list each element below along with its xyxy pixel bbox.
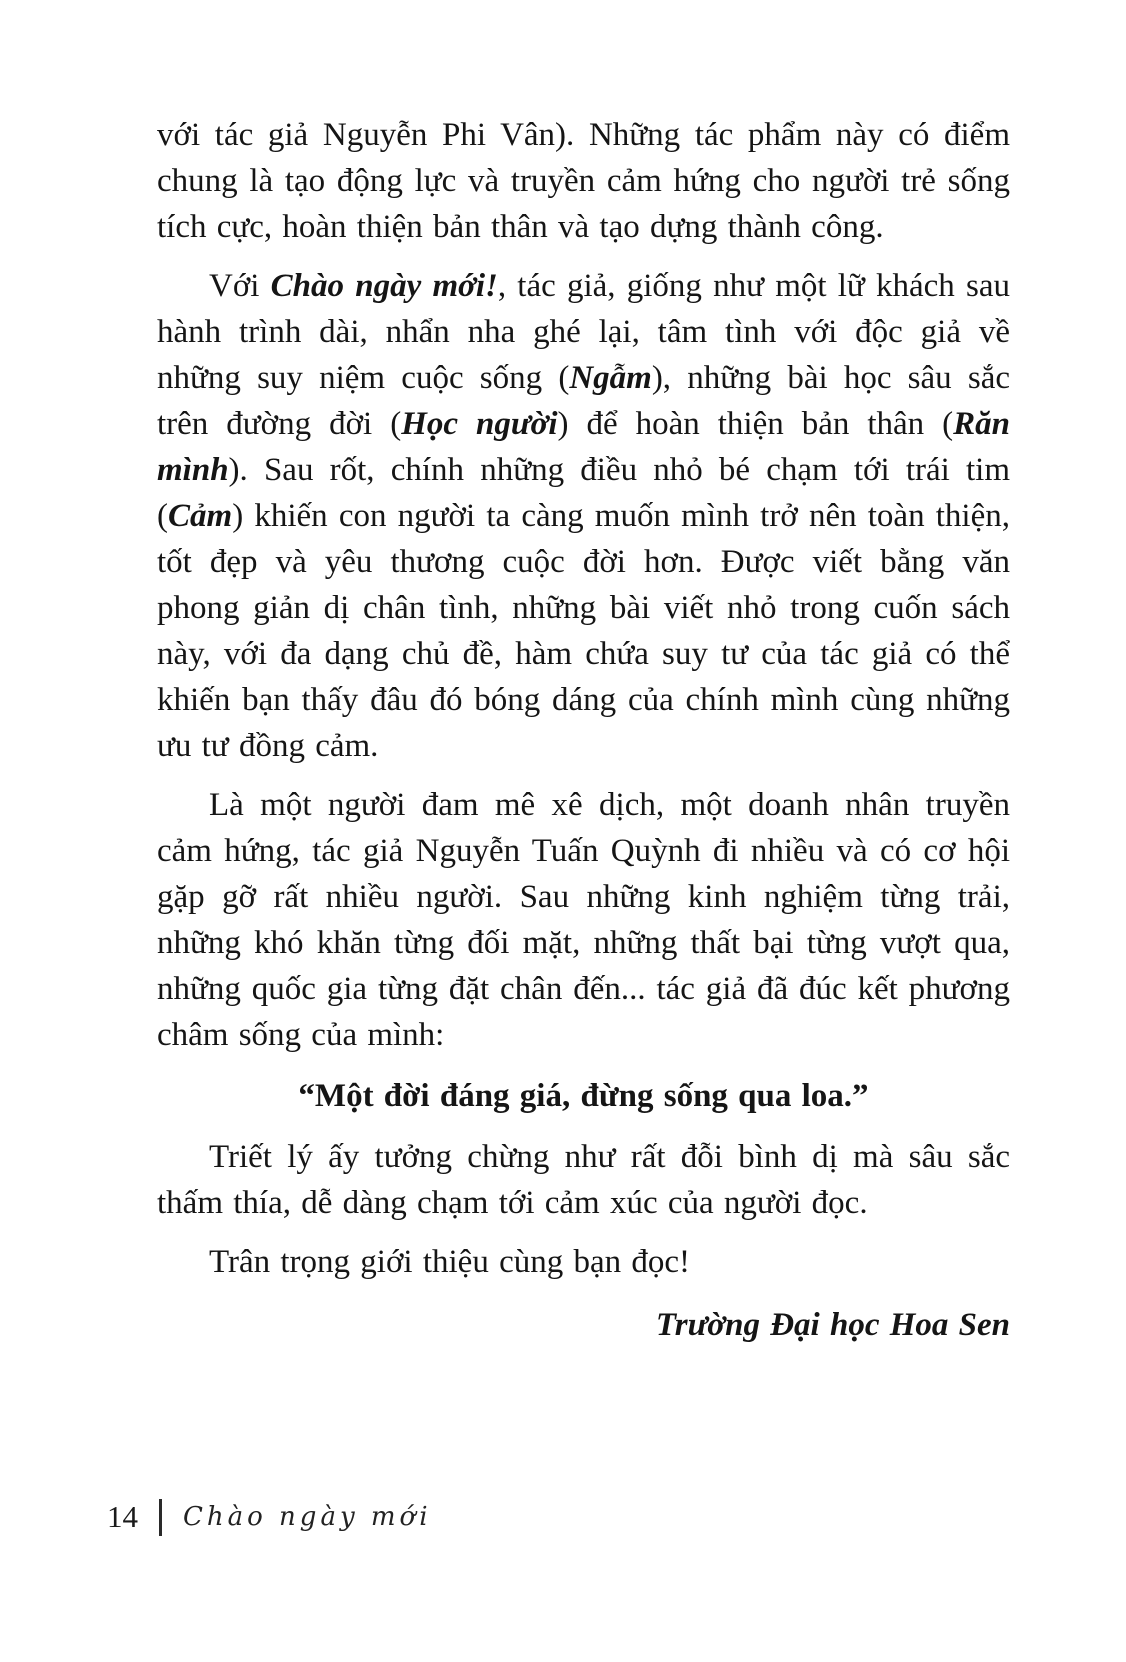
text-segment: với tác giả Nguyễn Phi Vân). Những tác phẩm này có điểm chung là tạo động lực và truyền cảm hứng cho người trẻ sống tích cực, hoàn thiện bản thân và tạo dựng thành công.: [157, 117, 1010, 245]
text-segment: ). Sau rốt, chính những điều nhỏ bé chạm tới trái tim (: [157, 452, 1010, 534]
text-segment: Với: [209, 268, 271, 304]
text-segment: ) để hoàn thiện bản thân (: [557, 406, 954, 442]
paragraph: [157, 1134, 1010, 1226]
page-footer: [107, 1496, 432, 1538]
text-segment: Triết lý ấy tưởng chừng như rất đỗi bình dị mà sâu sắc thấm thía, dễ dàng chạm tới cảm xúc của người đọc.: [157, 1139, 1010, 1221]
text-segment: Trân trọng giới thiệu cùng bạn đọc!: [209, 1244, 690, 1280]
quote: [157, 1073, 1010, 1119]
text-segment: Răn mình: [157, 406, 1011, 488]
paragraph: [157, 1239, 1010, 1285]
text-segment: Chào ngày mới!: [270, 268, 498, 304]
running-title: Chào ngày mới: [183, 1502, 432, 1532]
text-segment: “Một đời đáng giá, đừng sống qua loa.”: [298, 1078, 869, 1114]
text-segment: ) khiến con người ta càng muốn mình trở nên toàn thiện, tốt đẹp và yêu thương cuộc đời hơn. Được viết bằng văn phong giản dị chân tình, những bài viết nhỏ trong cuốn sách này, với đa dạng chủ đề, hàm chứa suy tư của tác giả có thể khiến bạn thấy đâu đó bóng dáng của chính mình cùng những ưu tư đồng cảm.: [157, 498, 1010, 764]
text-segment: Cảm: [168, 498, 233, 534]
text-segment: ), những bài học sâu sắc trên đường đời (: [157, 360, 1010, 442]
paragraph: [157, 782, 1010, 1058]
paragraph: [157, 263, 1010, 769]
text-segment: Trường Đại học Hoa Sen: [655, 1307, 1010, 1343]
text-segment: Là một người đam mê xê dịch, một doanh nhân truyền cảm hứng, tác giả Nguyễn Tuấn Quỳnh đi nhiều và có cơ hội gặp gỡ rất nhiều người. Sau những kinh nghiệm từng trải, những khó khăn từng đối mặt, những thất bại từng vượt qua, những quốc gia từng đặt chân đến... tác giả đã đúc kết phương châm sống của mình:: [157, 787, 1010, 1053]
signature: [157, 1302, 1010, 1348]
page-number: 14: [107, 1499, 138, 1534]
text-segment: Ngẫm: [569, 360, 652, 396]
text-column: [157, 112, 1010, 1348]
text-segment: , tác giả, giống như một lữ khách sau hành trình dài, nhẩn nha ghé lại, tâm tình với độc giả về những suy niệm cuộc sống (: [157, 268, 1010, 396]
footer-divider: [159, 1499, 162, 1536]
text-segment: Học người: [401, 406, 558, 442]
paragraph: [157, 112, 1010, 250]
